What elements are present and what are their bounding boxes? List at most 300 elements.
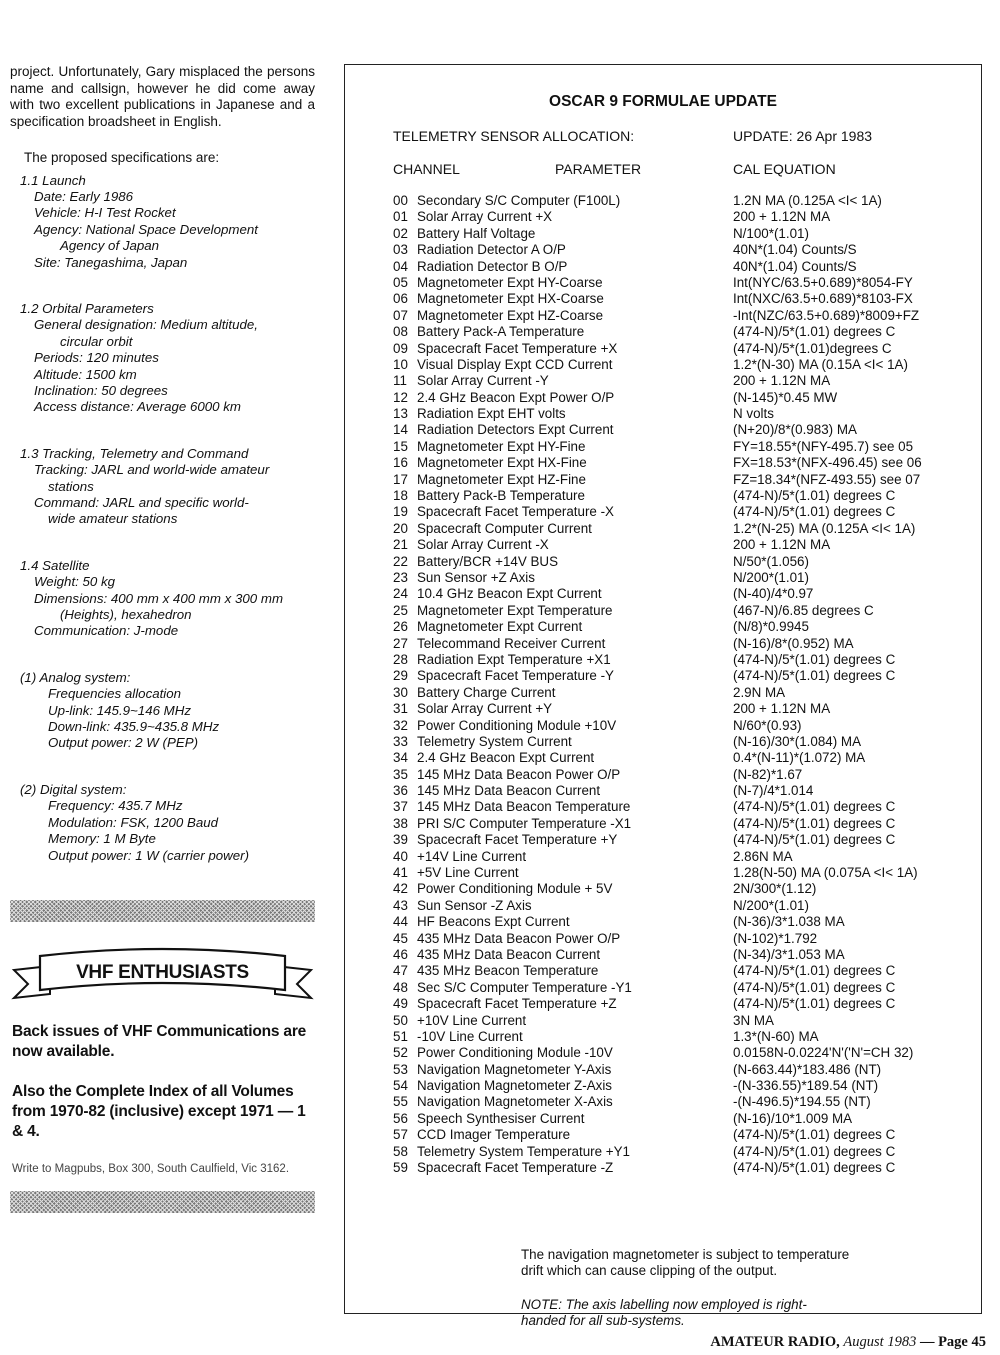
table-row — [393, 619, 973, 635]
channel-number: 29 — [393, 668, 408, 684]
channel-number: 48 — [393, 979, 408, 995]
cal-equation: (N-16)/30*(1.084) MA — [733, 733, 862, 749]
parameter-name: CCD Imager Temperature — [417, 1127, 571, 1143]
digital-modulation: Modulation: FSK, 1200 Baud — [48, 814, 219, 830]
col-header-parameter: PARAMETER — [555, 161, 642, 177]
cal-equation: (N-82)*1.67 — [733, 766, 803, 782]
table-row — [393, 357, 973, 373]
parameter-name: Navigation Magnetometer Y-Axis — [417, 1061, 612, 1077]
table-row — [393, 570, 973, 586]
formulae-box — [344, 64, 982, 1329]
launch-date: Date: Early 1986 — [34, 188, 134, 204]
parameter-name: 435 MHz Data Beacon Power O/P — [417, 930, 621, 946]
parameter-name: Telemetry System Current — [417, 733, 572, 749]
cal-equation: (474-N)/5*(1.01) degrees C — [733, 815, 896, 831]
cal-equation: (474-N)/5*(1.01) degrees C — [733, 668, 896, 684]
parameter-name: 2.4 GHz Beacon Expt Current — [417, 750, 595, 766]
launch-site: Site: Tanegashima, Japan — [34, 254, 188, 270]
channel-number: 32 — [393, 717, 408, 733]
table-row — [393, 406, 973, 422]
table-row — [393, 931, 973, 947]
table-row — [393, 898, 973, 914]
channel-number: 40 — [393, 848, 408, 864]
cal-equation: (474-N)/5*(1.01) degrees C — [733, 1160, 896, 1176]
channel-number: 34 — [393, 750, 408, 766]
channel-number: 33 — [393, 733, 408, 749]
channel-number: 57 — [393, 1127, 408, 1143]
table-row — [393, 799, 973, 815]
channel-number: 42 — [393, 881, 408, 897]
table-row — [393, 734, 973, 750]
table-row — [393, 373, 973, 389]
col-header-equation: CAL EQUATION — [733, 161, 836, 177]
cal-equation: 0.0158N-0.0224'N'('N'=CH 32) — [733, 1045, 914, 1061]
cal-equation: 1.2*(N-30) MA (0.15A <I< 1A) — [733, 356, 908, 372]
parameter-name: -10V Line Current — [417, 1028, 523, 1044]
table-row — [393, 701, 973, 717]
table-row — [393, 259, 973, 275]
channel-number: 53 — [393, 1061, 408, 1077]
cal-equation: (474-N)/5*(1.01) degrees C — [733, 832, 896, 848]
channel-number: 35 — [393, 766, 408, 782]
orbital-heading: 1.2 Orbital Parameters — [20, 300, 154, 316]
orbital-access: Access distance: Average 6000 km — [34, 399, 241, 415]
digital-memory: Memory: 1 M Byte — [48, 831, 156, 847]
cal-equation: 0.4*(N-11)*(1.072) MA — [733, 750, 866, 766]
col-header-channel: CHANNEL — [393, 161, 460, 177]
cal-equation: (474-N)/5*(1.01) degrees C — [733, 504, 896, 520]
command-line: Command: JARL and specific world- — [34, 495, 249, 510]
tracking-heading: 1.3 Tracking, Telemetry and Command — [20, 445, 249, 461]
channel-number: 16 — [393, 455, 408, 471]
parameter-name: PRI S/C Computer Temperature -X1 — [417, 815, 632, 831]
cal-equation: (N-16)/8*(0.952) MA — [733, 635, 854, 651]
parameter-name: Sun Sensor +Z Axis — [417, 569, 535, 585]
table-row — [393, 603, 973, 619]
intro-paragraph: project. Unfortunately, Gary misplaced the persons name and callsign, however he did come away with two excellent publications in Japanese and a specification broadsheet in English. — [10, 64, 315, 129]
table-row — [393, 586, 973, 602]
cal-equation: (474-N)/5*(1.01) degrees C — [733, 1127, 896, 1143]
cal-equation: N/50*(1.056) — [733, 553, 809, 569]
footer-page-number: — Page 45 — [919, 1334, 986, 1350]
table-row — [393, 1029, 973, 1045]
channel-number: 38 — [393, 815, 408, 831]
channel-number: 45 — [393, 930, 408, 946]
channel-number: 26 — [393, 619, 408, 635]
table-row — [393, 422, 973, 438]
table-row — [393, 832, 973, 848]
table-row — [393, 439, 973, 455]
channel-number: 31 — [393, 701, 408, 717]
drift-note: The navigation magnetometer is subject to temperature drift which can cause clipping of the output. — [521, 1247, 850, 1279]
channel-number: 39 — [393, 832, 408, 848]
channel-number: 10 — [393, 356, 408, 372]
footer-publication: AMATEUR RADIO, — [710, 1334, 840, 1350]
parameter-name: Radiation Detector B O/P — [417, 258, 568, 274]
parameter-name: Spacecraft Facet Temperature +Z — [417, 996, 617, 1012]
table-row — [393, 996, 973, 1012]
parameter-name: Radiation Expt Temperature +X1 — [417, 651, 611, 667]
parameter-name: Magnetometer Expt HY-Coarse — [417, 274, 603, 290]
parameter-name: Radiation Detector A O/P — [417, 242, 566, 258]
satellite-dimensions-cont: (Heights), hexahedron — [60, 607, 192, 623]
channel-number: 06 — [393, 291, 408, 307]
channel-number: 30 — [393, 684, 408, 700]
parameter-name: Magnetometer Expt HZ-Coarse — [417, 307, 604, 323]
cal-equation: FY=18.55*(NFY-495.7) see 05 — [733, 438, 914, 454]
parameter-name: Spacecraft Facet Temperature -Y — [417, 668, 614, 684]
parameter-name: Power Conditioning Module -10V — [417, 1045, 613, 1061]
specs-lead: The proposed specifications are: — [24, 150, 220, 165]
parameter-name: Battery Pack-A Temperature — [417, 324, 585, 340]
cal-equation: N/200*(1.01) — [733, 897, 809, 913]
parameter-name: Spacecraft Facet Temperature -Z — [417, 1160, 614, 1176]
channel-number: 18 — [393, 488, 408, 504]
channel-number: 05 — [393, 274, 408, 290]
channel-number: 08 — [393, 324, 408, 340]
table-row — [393, 291, 973, 307]
launch-section — [20, 173, 315, 271]
parameter-name: 145 MHz Data Beacon Current — [417, 783, 601, 799]
channel-number: 41 — [393, 865, 408, 881]
cal-equation: 200 + 1.12N MA — [733, 373, 831, 389]
orbital-section — [20, 301, 315, 416]
tracking-section — [20, 446, 315, 528]
parameter-name: Radiation Detectors Expt Current — [417, 422, 614, 438]
orbital-periods: Periods: 120 minutes — [34, 350, 159, 366]
cal-equation: (N-145)*0.45 MW — [733, 389, 838, 405]
parameter-name: Battery/BCR +14V BUS — [417, 553, 559, 569]
cal-equation: 200 + 1.12N MA — [733, 537, 831, 553]
cal-equation: (474-N)/5*(1.01) degrees C — [733, 979, 896, 995]
table-row — [393, 1160, 973, 1176]
channel-number: 00 — [393, 193, 408, 208]
cal-equation: (474-N)/5*(1.01) degrees C — [733, 324, 896, 340]
analog-heading: (1) Analog system: — [20, 669, 131, 685]
cal-equation: 3N MA — [733, 1012, 774, 1028]
parameter-name: Power Conditioning Module +10V — [417, 717, 617, 733]
analog-uplink: Up-link: 145.9~146 MHz — [48, 702, 192, 718]
channel-number: 43 — [393, 897, 408, 913]
table-row — [393, 783, 973, 799]
table-row — [393, 849, 973, 865]
table-row — [393, 1111, 973, 1127]
table-row — [393, 1078, 973, 1094]
channel-number: 55 — [393, 1094, 408, 1110]
channel-number: 56 — [393, 1110, 408, 1126]
digital-heading: (2) Digital system: — [20, 781, 127, 797]
cal-equation: N/60*(0.93) — [733, 717, 802, 733]
channel-number: 14 — [393, 422, 408, 438]
orbital-designation-cont: circular orbit — [60, 333, 133, 349]
parameter-name: Solar Array Current -X — [417, 537, 549, 553]
table-row — [393, 488, 973, 504]
cal-equation: 40N*(1.04) Counts/S — [733, 258, 857, 274]
cal-equation: -(N-496.5)*194.55 (NT) — [733, 1094, 871, 1110]
satellite-heading: 1.4 Satellite — [20, 557, 90, 573]
cal-equation: (N-40)/4*0.97 — [733, 586, 814, 602]
table-row — [393, 308, 973, 324]
cal-equation: FX=18.53*(NFX-496.45) see 06 — [733, 455, 922, 471]
parameter-name: Magnetometer Expt HZ-Fine — [417, 471, 586, 487]
parameter-name: Secondary S/C Computer (F100L) — [417, 193, 621, 208]
banner-title: VHF ENTHUSIASTS — [76, 961, 249, 983]
launch-vehicle: Vehicle: H-I Test Rocket — [34, 205, 176, 221]
channel-number: 04 — [393, 258, 408, 274]
channel-number: 15 — [393, 438, 408, 454]
tracking-line: Tracking: JARL and world-wide amateur — [34, 462, 270, 478]
parameter-name: Spacecraft Computer Current — [417, 520, 592, 536]
cal-equation: 200 + 1.12N MA — [733, 701, 831, 717]
channel-number: 25 — [393, 602, 408, 618]
parameter-name: 435 MHz Beacon Temperature — [417, 963, 599, 979]
cal-equation: 200 + 1.12N MA — [733, 209, 831, 225]
channel-number: 49 — [393, 996, 408, 1012]
parameter-name: Solar Array Current -Y — [417, 373, 549, 389]
ad-top-dither-bar — [10, 900, 315, 922]
parameter-name: Telemetry System Temperature +Y1 — [417, 1143, 630, 1159]
orbital-designation: General designation: Medium altitude, — [34, 317, 258, 333]
parameter-name: Radiation Expt EHT volts — [417, 406, 566, 422]
channel-number: 27 — [393, 635, 408, 651]
satellite-communication: Communication: J-mode — [34, 623, 179, 639]
parameter-name: 435 MHz Data Beacon Current — [417, 946, 601, 962]
channel-number: 12 — [393, 389, 408, 405]
channel-number: 09 — [393, 340, 408, 356]
channel-number: 37 — [393, 799, 408, 815]
cal-equation: 2N/300*(1.12) — [733, 881, 817, 897]
channel-number: 11 — [393, 373, 407, 389]
table-row — [393, 1045, 973, 1061]
channel-number: 19 — [393, 504, 408, 520]
table-row — [393, 341, 973, 357]
update-date: UPDATE: 26 Apr 1983 — [733, 128, 873, 144]
table-row — [393, 750, 973, 766]
parameter-name: Battery Pack-B Temperature — [417, 488, 585, 504]
table-row — [393, 668, 973, 684]
cal-equation: (N-16)/10*1.009 MA — [733, 1110, 853, 1126]
parameter-name: Navigation Magnetometer X-Axis — [417, 1094, 613, 1110]
channel-number: 52 — [393, 1045, 408, 1061]
cal-equation: (474-N)/5*(1.01)degrees C — [733, 340, 892, 356]
parameter-name: Magnetometer Expt Temperature — [417, 602, 613, 618]
cal-equation: (474-N)/5*(1.01) degrees C — [733, 1143, 896, 1159]
cal-equation: (474-N)/5*(1.01) degrees C — [733, 651, 896, 667]
analog-downlink: Down-link: 435.9~435.8 MHz — [48, 719, 220, 735]
channel-number: 28 — [393, 651, 408, 667]
parameter-name: Power Conditioning Module + 5V — [417, 881, 613, 897]
cal-equation: (N-663.44)*183.486 (NT) — [733, 1061, 882, 1077]
parameter-name: Speech Synthesiser Current — [417, 1110, 585, 1126]
table-row — [393, 324, 973, 340]
channel-number: 03 — [393, 242, 408, 258]
cal-equation: (467-N)/6.85 degrees C — [733, 602, 874, 618]
cal-equation: (N-102)*1.792 — [733, 930, 818, 946]
table-row — [393, 1013, 973, 1029]
page-footer — [710, 1334, 986, 1351]
parameter-name: Solar Array Current +Y — [417, 701, 553, 717]
orbital-altitude: Altitude: 1500 km — [34, 366, 137, 382]
table-row — [393, 226, 973, 242]
cal-equation: N volts — [733, 406, 774, 422]
table-row — [393, 521, 973, 537]
parameter-name: Magnetometer Expt Current — [417, 619, 583, 635]
parameter-name: Magnetometer Expt HX-Fine — [417, 455, 587, 471]
channel-number: 36 — [393, 783, 408, 799]
table-row — [393, 881, 973, 897]
channel-number: 01 — [393, 209, 408, 225]
cal-equation: (474-N)/5*(1.01) degrees C — [733, 799, 896, 815]
channel-number: 23 — [393, 569, 408, 585]
axis-note: NOTE: The axis labelling now employed is right-handed for all sub-systems. — [521, 1297, 807, 1329]
channel-number: 58 — [393, 1143, 408, 1159]
cal-equation: FZ=18.34*(NFZ-493.55) see 07 — [733, 471, 921, 487]
parameter-name: Battery Charge Current — [417, 684, 556, 700]
launch-agency-cont: Agency of Japan — [60, 238, 160, 254]
cal-equation: 1.28(N-50) MA (0.075A <I< 1A) — [733, 865, 918, 881]
parameter-name: HF Beacons Expt Current — [417, 914, 570, 930]
cal-equation: (N-7)/4*1.014 — [733, 783, 814, 799]
parameter-name: 145 MHz Data Beacon Power O/P — [417, 766, 621, 782]
parameter-name: 10.4 GHz Beacon Expt Current — [417, 586, 602, 602]
footer-date: August 1983 — [843, 1334, 917, 1350]
digital-frequency: Frequency: 435.7 MHz — [48, 798, 183, 814]
cal-equation: 2.86N MA — [733, 848, 793, 864]
table-row — [393, 685, 973, 701]
channel-number: 59 — [393, 1160, 408, 1176]
satellite-weight: Weight: 50 kg — [34, 574, 116, 590]
cal-equation: (N+20)/8*(0.983) MA — [733, 422, 857, 438]
table-row — [393, 1127, 973, 1143]
channel-number: 50 — [393, 1012, 408, 1028]
table-row — [393, 554, 973, 570]
analog-power: Output power: 2 W (PEP) — [48, 735, 199, 751]
cal-equation: Int(NXC/63.5+0.689)*8103-FX — [733, 291, 913, 307]
table-row — [393, 914, 973, 930]
channel-number: 54 — [393, 1078, 408, 1094]
channel-number: 17 — [393, 471, 408, 487]
cal-equation: (N/8)*0.9945 — [733, 619, 809, 635]
parameter-name: Visual Display Expt CCD Current — [417, 356, 613, 372]
digital-section — [20, 782, 315, 864]
cal-equation: 2.9N MA — [733, 684, 786, 700]
table-row — [393, 209, 973, 225]
channel-number: 44 — [393, 914, 408, 930]
ad-banner — [10, 940, 315, 1010]
table-row — [393, 767, 973, 783]
table-row — [393, 275, 973, 291]
cal-equation: N/200*(1.01) — [733, 569, 809, 585]
telemetry-table — [393, 193, 973, 1176]
parameter-name: Battery Half Voltage — [417, 225, 536, 241]
ad-bottom-dither-bar — [10, 1191, 315, 1213]
cal-equation: (474-N)/5*(1.01) degrees C — [733, 488, 896, 504]
table-row — [393, 963, 973, 979]
ad-address: Write to Magpubs, Box 300, South Caulfield, Vic 3162. — [12, 1162, 290, 1175]
table-row — [393, 1094, 973, 1110]
channel-number: 22 — [393, 553, 408, 569]
parameter-name: Spacecraft Facet Temperature -X — [417, 504, 614, 520]
parameter-name: Spacecraft Facet Temperature +X — [417, 340, 618, 356]
parameter-name: Telecommand Receiver Current — [417, 635, 606, 651]
parameter-name: +14V Line Current — [417, 848, 527, 864]
channel-number: 02 — [393, 225, 408, 241]
table-row — [393, 652, 973, 668]
table-row — [393, 636, 973, 652]
launch-agency: Agency: National Space Development — [34, 221, 258, 237]
cal-equation: 1.2N MA (0.125A <I< 1A) — [733, 193, 882, 208]
parameter-name: 2.4 GHz Beacon Expt Power O/P — [417, 389, 615, 405]
cal-equation: -Int(NZC/63.5+0.689)*8009+FZ — [733, 307, 920, 323]
table-row — [393, 537, 973, 553]
parameter-name: Solar Array Current +X — [417, 209, 553, 225]
cal-equation: 40N*(1.04) Counts/S — [733, 242, 857, 258]
table-row — [393, 947, 973, 963]
channel-number: 24 — [393, 586, 408, 602]
parameter-name: Magnetometer Expt HY-Fine — [417, 438, 586, 454]
parameter-name: Navigation Magnetometer Z-Axis — [417, 1078, 612, 1094]
telemetry-allocation-label: TELEMETRY SENSOR ALLOCATION: — [393, 128, 635, 144]
parameter-name: 145 MHz Data Beacon Temperature — [417, 799, 631, 815]
satellite-section — [20, 558, 315, 640]
table-row — [393, 242, 973, 258]
box-title: OSCAR 9 FORMULAE UPDATE — [549, 93, 777, 110]
parameter-name: Sec S/C Computer Temperature -Y1 — [417, 979, 632, 995]
channel-number: 51 — [393, 1028, 408, 1044]
cal-equation: (N-34)/3*1.053 MA — [733, 946, 845, 962]
channel-number: 46 — [393, 946, 408, 962]
command-line-cont: wide amateur stations — [48, 511, 178, 527]
ad-complete-index: Also the Complete Index of all Volumes from 1970-82 (inclusive) except 1971 — 1 & 4. — [12, 1082, 306, 1140]
parameter-name: Spacecraft Facet Temperature +Y — [417, 832, 618, 848]
parameter-name: Sun Sensor -Z Axis — [417, 897, 532, 913]
cal-equation: -(N-336.55)*189.54 (NT) — [733, 1078, 879, 1094]
parameter-name: +5V Line Current — [417, 865, 519, 881]
cal-equation: Int(NYC/63.5+0.689)*8054-FY — [733, 274, 913, 290]
ad-back-issues: Back issues of VHF Communications are now available. — [12, 1022, 307, 1060]
table-row — [393, 816, 973, 832]
parameter-name: +10V Line Current — [417, 1012, 527, 1028]
channel-number: 47 — [393, 963, 408, 979]
table-row — [393, 504, 973, 520]
cal-equation: 1.2*(N-25) MA (0.125A <I< 1A) — [733, 520, 916, 536]
table-row — [393, 1144, 973, 1160]
channel-number: 21 — [393, 537, 408, 553]
table-row — [393, 472, 973, 488]
table-row — [393, 193, 973, 209]
table-row — [393, 718, 973, 734]
cal-equation: (474-N)/5*(1.01) degrees C — [733, 963, 896, 979]
satellite-dimensions: Dimensions: 400 mm x 400 mm x 300 mm — [34, 590, 284, 606]
left-column — [10, 64, 315, 1213]
parameter-name: Magnetometer Expt HX-Coarse — [417, 291, 604, 307]
table-row — [393, 455, 973, 471]
digital-power: Output power: 1 W (carrier power) — [48, 847, 249, 863]
table-row — [393, 865, 973, 881]
cal-equation: N/100*(1.01) — [733, 225, 809, 241]
analog-section — [20, 670, 315, 752]
launch-heading: 1.1 Launch — [20, 172, 86, 188]
channel-number: 20 — [393, 520, 408, 536]
cal-equation: (474-N)/5*(1.01) degrees C — [733, 996, 896, 1012]
table-row — [393, 1062, 973, 1078]
channel-number: 13 — [393, 406, 408, 422]
orbital-inclination: Inclination: 50 degrees — [34, 382, 168, 398]
analog-freq-alloc: Frequencies allocation — [48, 686, 182, 702]
table-row — [393, 980, 973, 996]
channel-number: 07 — [393, 307, 408, 323]
table-row — [393, 390, 973, 406]
